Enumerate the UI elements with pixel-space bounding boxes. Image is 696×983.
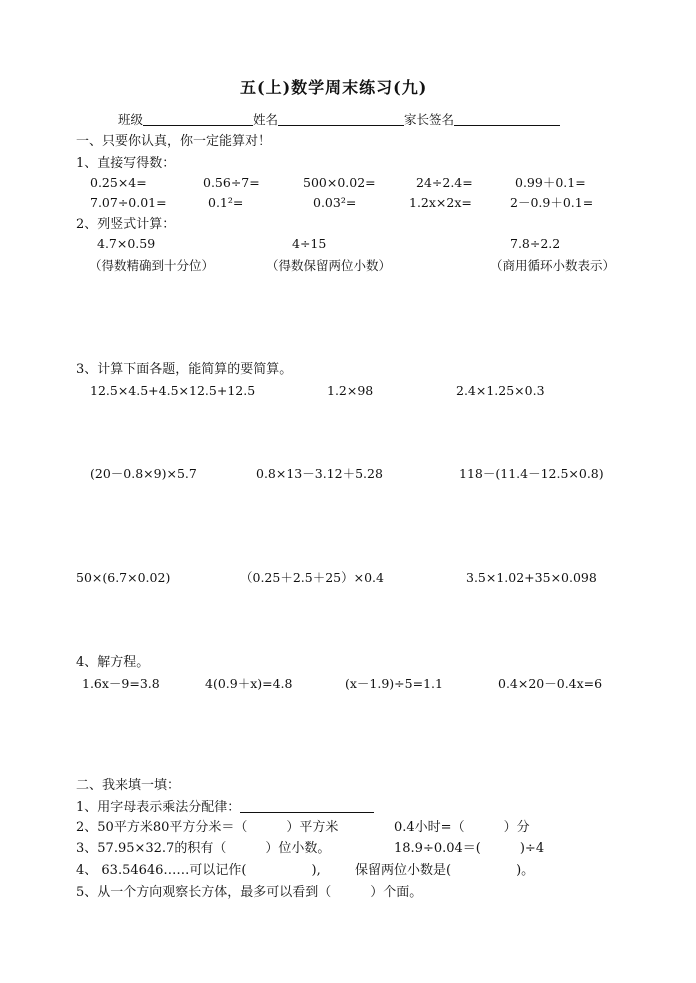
q3-heading: 3、计算下面各题，能简算的要简算。 — [76, 362, 293, 377]
fill-item-1 — [76, 800, 374, 814]
q2-expression: 4.7×0.59 — [97, 236, 156, 251]
part1-heading: 一、只要你认真，你一定能算对！ — [76, 134, 272, 149]
name-blank[interactable] — [278, 113, 404, 126]
q3-item: 2.4×1.25×0.3 — [456, 383, 545, 398]
q1-item: 1.2x×2x= — [409, 195, 472, 210]
q3-item: (20－0.8×9)×5.7 — [90, 466, 197, 481]
fill-item-3a: 3、57.95×32.7的积有（ ）位小数。 — [76, 841, 331, 856]
q4-equation: (x－1.9)÷5=1.1 — [345, 676, 443, 691]
fill-item-4a: 4、 63.54646……可以记作( ), — [76, 863, 321, 878]
q3-item: 50×(6.7×0.02) — [76, 570, 171, 585]
q4-heading: 4、解方程。 — [76, 655, 150, 670]
q1-item: 0.56÷7= — [203, 175, 260, 190]
q1-item: 0.99＋0.1= — [515, 175, 586, 190]
q2-heading: 2、列竖式计算： — [76, 217, 176, 232]
q1-item: 500×0.02= — [303, 175, 376, 190]
q3-item: 1.2×98 — [327, 383, 374, 398]
fill-item-2a: 2、50平方米80平方分米＝（ ）平方米 — [76, 820, 339, 835]
q3-item: 12.5×4.5+4.5×12.5+12.5 — [90, 383, 256, 398]
q2-expression: 7.8÷2.2 — [510, 236, 561, 251]
q1-item: 24÷2.4= — [416, 175, 473, 190]
q2-expression: 4÷15 — [292, 236, 327, 251]
class-label: 班级 — [118, 111, 144, 127]
q1-heading: 1、直接写得数： — [76, 156, 176, 171]
q1-item: 0.1²= — [208, 195, 244, 210]
parent-signature-label: 家长签名 — [404, 111, 455, 127]
q3-item: （0.25＋2.5＋25）×0.4 — [240, 570, 384, 585]
q3-item: 3.5×1.02+35×0.098 — [466, 570, 597, 585]
name-label: 姓名 — [253, 111, 279, 127]
fill-item-2b: 0.4小时=（ ）分 — [394, 820, 530, 835]
student-info-row — [118, 113, 560, 126]
q1-item: 2－0.9＋0.1= — [510, 195, 594, 210]
page-title: 五(上)数学周末练习(九) — [240, 78, 428, 97]
q1-item: 0.25×4= — [90, 175, 147, 190]
q2-note: （得数精确到十分位） — [89, 258, 215, 273]
q4-equation: 0.4×20－0.4x=6 — [498, 676, 603, 691]
q3-item: 0.8×13－3.12＋5.28 — [256, 466, 383, 481]
q2-note: （商用循环小数表示） — [490, 258, 616, 273]
q2-note: （得数保留两位小数） — [266, 258, 392, 273]
distributive-law-blank[interactable] — [240, 800, 374, 813]
q1-item: 7.07÷0.01= — [90, 195, 167, 210]
q3-item: 118－(11.4－12.5×0.8) — [459, 466, 604, 481]
fill-item-1-text: 1、用字母表示乘法分配律： — [76, 800, 241, 815]
q1-item: 0.03²= — [313, 195, 357, 210]
fill-item-5: 5、从一个方向观察长方体，最多可以看到（ ）个面。 — [76, 885, 423, 900]
fill-item-4b: 保留两位小数是( )。 — [355, 863, 535, 878]
fill-item-3b: 18.9÷0.04＝( )÷4 — [394, 841, 545, 856]
part2-heading: 二、我来填一填： — [76, 778, 181, 793]
class-blank[interactable] — [143, 113, 253, 126]
q4-equation: 4(0.9＋x)=4.8 — [205, 676, 293, 691]
q4-equation: 1.6x－9=3.8 — [82, 676, 160, 691]
parent-signature-blank[interactable] — [454, 113, 560, 126]
